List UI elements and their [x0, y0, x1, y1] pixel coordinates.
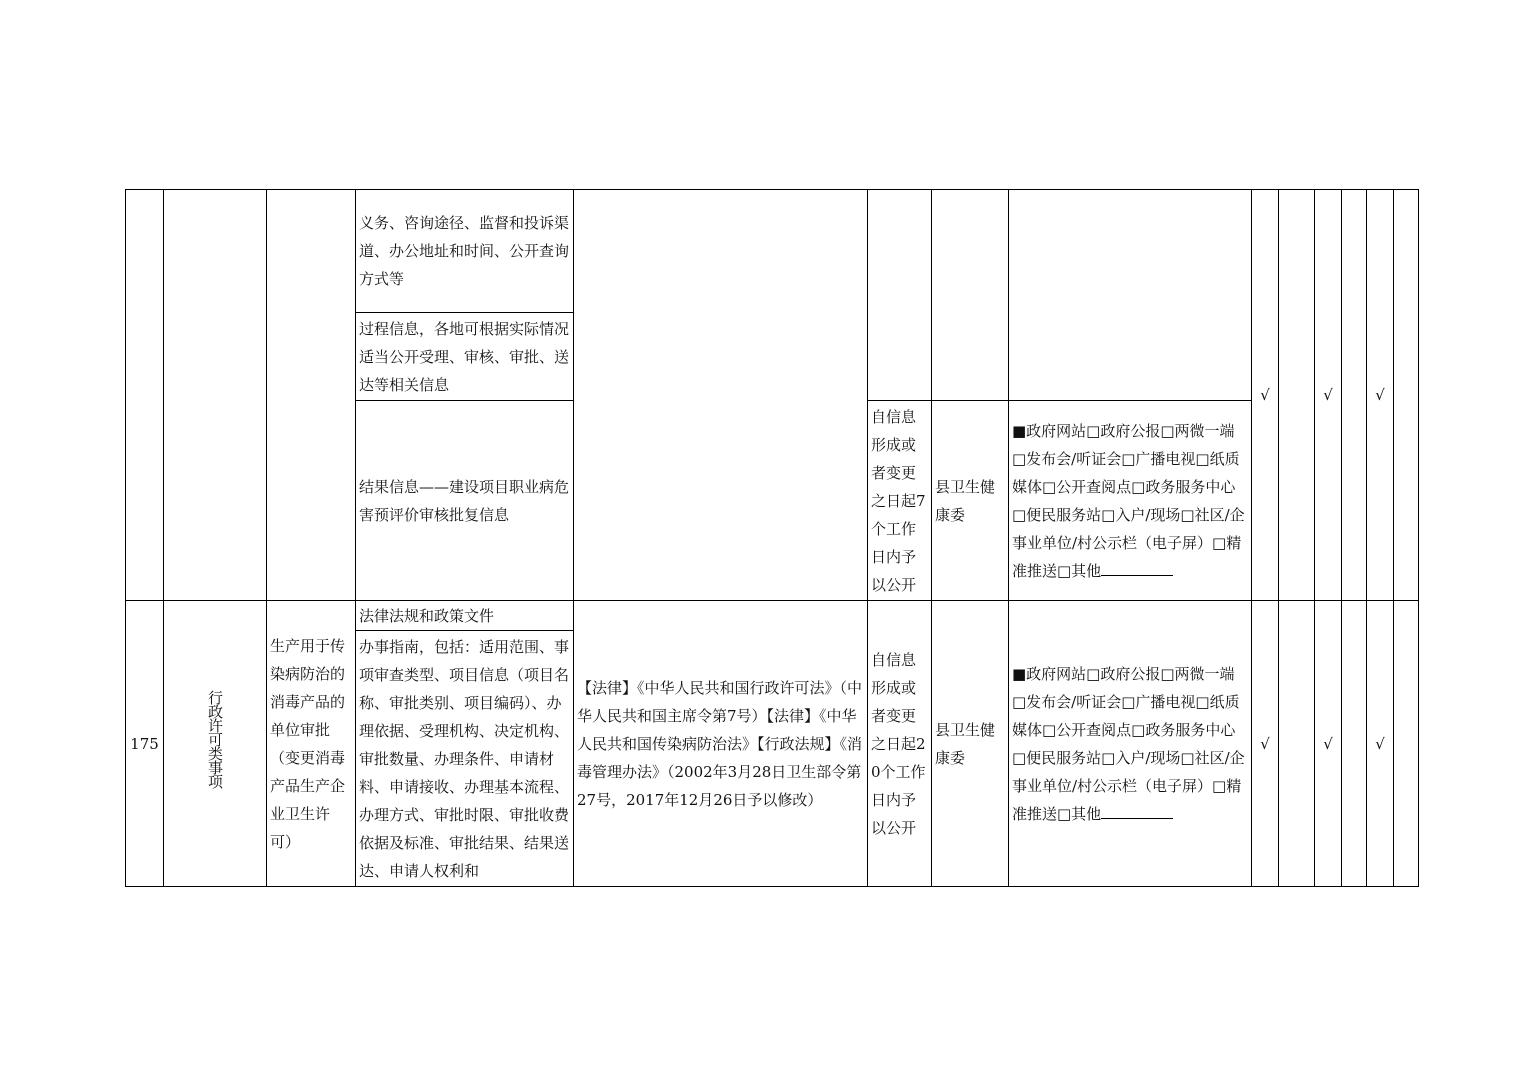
cell-empty — [1009, 190, 1252, 401]
cell-check — [1394, 190, 1419, 601]
cell-content-segment: 过程信息，各地可根据实际情况适当公开受理、审核、审批、送达等相关信息 — [356, 313, 574, 401]
cell-content-segment: 办事指南，包括：适用范围、事项审查类型、项目信息（项目名称、审批类别、项目编码）、办理依据、受理机构、决定机构、审批数量、办理条件、申请材料、申请接收、办理基本流程、办理方式、审批时限、审批收费依据及标准、审批结果、结果送达、申请人权利和 — [356, 631, 574, 887]
cell-check: √ — [1315, 601, 1342, 887]
cell-channels — [1009, 601, 1252, 887]
cell-check: √ — [1252, 601, 1279, 887]
category-text: 行政许可类事项 — [206, 690, 224, 788]
cell-subject: 县卫生健康委 — [932, 401, 1009, 601]
cell-content-segment: 结果信息——建设项目职业病危害预评价审核批复信息 — [356, 401, 574, 601]
cell-empty — [868, 190, 932, 401]
disclosure-table — [125, 189, 1419, 887]
cell-item — [267, 190, 356, 601]
cell-basis: 【法律】《中华人民共和国行政许可法》（中华人民共和国主席令第7号）【法律】《中华人民共和国传染病防治法》【行政法规】《消毒管理办法》（2002年3月28日卫生部令第27号，2017年12月26日予以修改） — [574, 601, 868, 887]
table-row — [126, 190, 1419, 313]
cell-check: √ — [1367, 601, 1394, 887]
cell-item: 生产用于传染病防治的消毒产品的单位审批（变更消毒产品生产企业卫生许可） — [267, 601, 356, 887]
cell-time-limit: 自信息形成或者变更之日起7个工作日内予以公开 — [868, 401, 932, 601]
channels-text: ■政府网站□政府公报□两微一端□发布会/听证会□广播电视□纸质媒体□公开查阅点□政务服务中心□便民服务站□入户/现场□社区/企事业单位/村公示栏（电子屏）□精准推送□其他 — [1012, 664, 1245, 823]
cell-category — [164, 601, 267, 887]
cell-check — [1279, 601, 1315, 887]
cell-number: 175 — [126, 601, 164, 887]
table-row — [126, 601, 1419, 631]
cell-basis — [574, 190, 868, 601]
cell-subject: 县卫生健康委 — [932, 601, 1009, 887]
cell-channels — [1009, 401, 1252, 601]
cell-content-segment: 法律法规和政策文件 — [356, 601, 574, 631]
cell-check — [1394, 601, 1419, 887]
cell-check — [1342, 190, 1367, 601]
cell-check — [1342, 601, 1367, 887]
cell-content-segment: 义务、咨询途径、监督和投诉渠道、办公地址和时间、公开查询方式等 — [356, 190, 574, 313]
cell-check — [1279, 190, 1315, 601]
cell-check: √ — [1252, 190, 1279, 601]
cell-check: √ — [1367, 190, 1394, 601]
cell-number — [126, 190, 164, 601]
cell-empty — [932, 190, 1009, 401]
blank-line — [1101, 802, 1173, 819]
channels-text: ■政府网站□政府公报□两微一端□发布会/听证会□广播电视□纸质媒体□公开查阅点□政务服务中心□便民服务站□入户/现场□社区/企事业单位/村公示栏（电子屏）□精准推送□其他 — [1012, 421, 1245, 580]
blank-line — [1101, 559, 1173, 576]
cell-time-limit: 自信息形成或者变更之日起20个工作日内予以公开 — [868, 601, 932, 887]
cell-check: √ — [1315, 190, 1342, 601]
cell-category — [164, 190, 267, 601]
